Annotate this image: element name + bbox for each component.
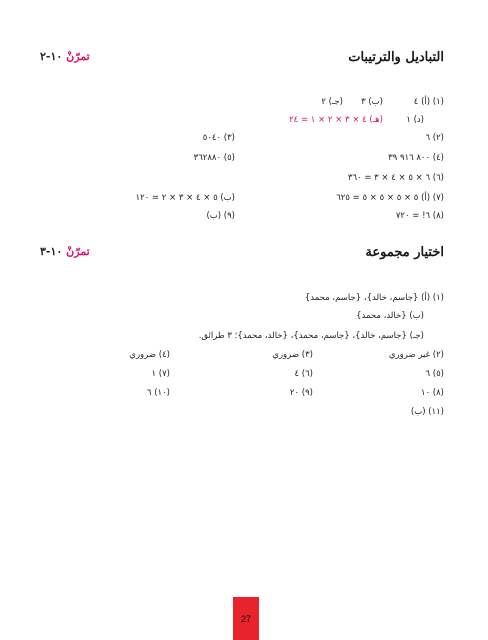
answer2-8: (٨) ١٠ xyxy=(420,388,444,398)
answer-2: (٢) ٦ xyxy=(425,133,444,143)
answer2-2: (٢) غير ضروري xyxy=(388,350,444,360)
answer-7b: (ب) ٥ × ٤ × ٣ × ٢ = ١٢٠ xyxy=(135,193,235,203)
exercise-word: تمرّنْ xyxy=(66,245,90,258)
answer2-1b: (ب) {خالد، محمد} xyxy=(356,311,424,321)
answer2-11: (١١) (ب) xyxy=(410,407,444,417)
exercise-number: ١٠-٣ xyxy=(40,245,63,258)
exercise-word: تمرّنْ xyxy=(66,50,90,63)
exercise-number: ١٠-٢ xyxy=(40,50,63,63)
answer2-7: (٧) ١ xyxy=(151,369,170,379)
answer-7a: (٧) (أ) ٥ × ٥ × ٥ × ٥ = ٦٢٥ xyxy=(336,193,444,203)
answer2-4: (٤) ضروري xyxy=(129,350,170,360)
answer2-1c: (جـ) {جاسم، خالد}، {جاسم، محمد}، {خالد، محمد}؛ ٣ طرائق. xyxy=(198,331,424,341)
answer-8: (٨) ٦! = ٧٢٠ xyxy=(395,211,444,221)
answer-1a: (١) (أ) ٤ xyxy=(413,97,444,107)
answer2-5: (٥) ٦ xyxy=(425,369,444,379)
section-title-permutations: التباديل والترتيبات xyxy=(348,50,444,65)
answer-1d: (د) ١ xyxy=(406,115,424,125)
answer2-1a: (١) (أ) {جاسم، خالد}، {جاسم، محمد} xyxy=(304,293,444,303)
answer-6: (٦) ٦ × ٥ × ٤ × ٣ = ٣٦٠ xyxy=(347,173,444,183)
section-title-combinations: اختيار مجموعة xyxy=(365,245,444,260)
answer-4: (٤) ٨٠٠ ٩١٦ ٣٩ xyxy=(388,153,444,163)
answer-1e: (هـ) ٤ × ٣ × ٢ × ١ = ٢٤ xyxy=(289,115,383,125)
answer2-10: (١٠) ٦ xyxy=(146,388,170,398)
answer2-9: (٩) ٢٠ xyxy=(289,388,313,398)
exercise-label-10-3 xyxy=(40,245,90,258)
answer-9: (٩) (ب) xyxy=(206,211,235,221)
exercise-label-10-2 xyxy=(40,50,90,63)
answer-1c: (جـ) ٢ xyxy=(321,97,343,107)
answer2-6: (٦) ٤ xyxy=(294,369,313,379)
page-number: 27 xyxy=(240,614,251,624)
answer-5: (٥) ٣٦٢٨٨٠ xyxy=(193,153,235,163)
answer-3: (٣) ٥٠٤٠ xyxy=(202,133,235,143)
answer-1b: (ب) ٣ xyxy=(361,97,383,107)
answer2-3: (٣) ضروري xyxy=(272,350,313,360)
